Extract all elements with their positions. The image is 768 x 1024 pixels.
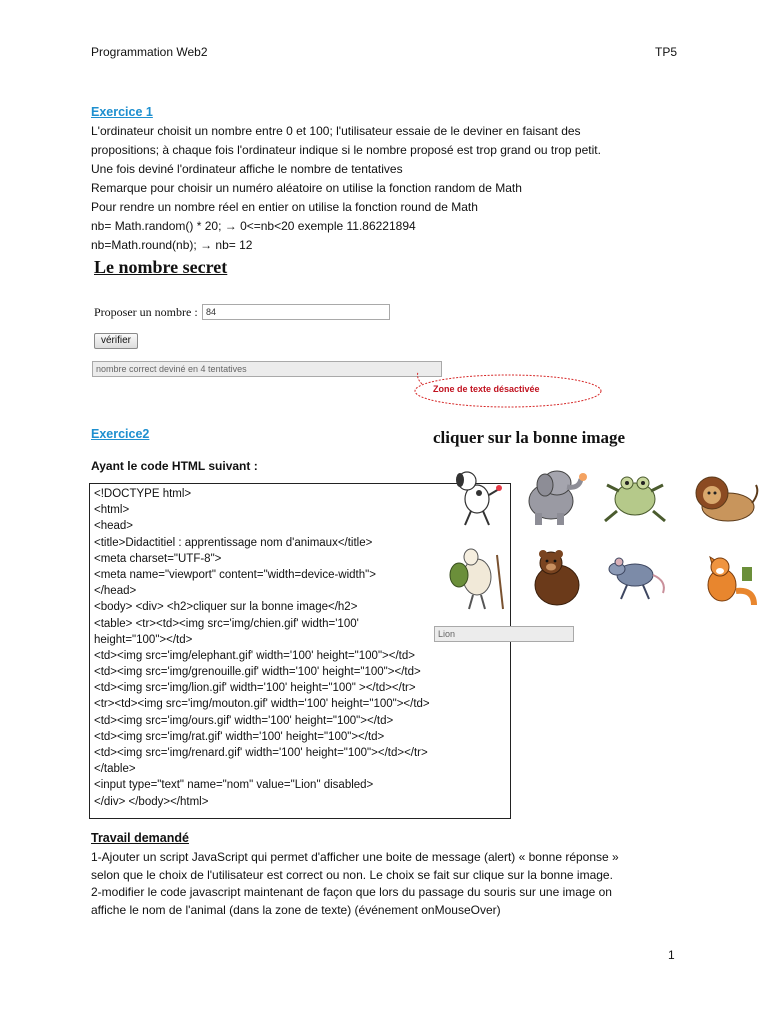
code-line: <meta charset="UTF-8">	[94, 552, 222, 565]
fox-image[interactable]	[684, 545, 762, 613]
code-box	[89, 483, 511, 819]
code-line: <!DOCTYPE html>	[94, 488, 192, 500]
exercice1-line: nb= Math.random() * 20; → 0<=nb<20 exemple 11.86221894	[91, 219, 416, 233]
exercice2-title: Exercice2	[91, 427, 150, 441]
code-line: <input type="text" name="nom" value="Lion" disabled>	[94, 779, 374, 792]
exercice1-line: Pour rendre un nombre réel en entier on utilise la fonction round de Math	[91, 200, 478, 214]
code-line: <td><img src='img/grenouille.gif' width='100' height="100"></td>	[94, 666, 421, 679]
exercice2-intro: Ayant le code HTML suivant :	[91, 459, 258, 473]
frog-image[interactable]	[597, 463, 675, 531]
lion-image[interactable]	[684, 463, 762, 531]
demo1-prompt-label: Proposer un nombre :	[94, 305, 198, 319]
code-line: </head>	[94, 585, 137, 598]
travail-line: 1-Ajouter un script JavaScript qui permet d'afficher une boite de message (alert) « bonne réponse »	[91, 850, 619, 864]
code-line: <body> <div> <h2>cliquer sur la bonne image</h2>	[94, 601, 358, 614]
demo2-title: cliquer sur la bonne image	[433, 428, 626, 447]
travail-text	[91, 849, 619, 919]
demo1-title: Le nombre secret	[94, 257, 228, 277]
code-line: <tr><td><img src='img/mouton.gif' width='100' height="100"></td>	[94, 698, 430, 711]
code-line: <table> <tr><td><img src='img/chien.gif' width='100'	[94, 617, 359, 630]
travail-title: Travail demandé	[91, 831, 189, 845]
code-line: height="100"></td>	[94, 633, 193, 646]
bear-image[interactable]	[517, 545, 595, 613]
code-line: <meta name="viewport" content="width=device-width">	[94, 568, 376, 581]
elephant-image[interactable]	[517, 463, 595, 531]
code-line: </div> </body></html>	[94, 795, 209, 808]
travail-line: affiche le nom de l'animal (dans la zone de texte) (événement onMouseOver)	[91, 902, 501, 917]
code-line: <td><img src='img/elephant.gif' width='100' height="100"></td>	[94, 649, 415, 662]
demo1-result-field: nombre correct deviné en 4 tentatives	[92, 361, 442, 377]
exercice1-line: nb=Math.round(nb); → nb= 12	[91, 238, 253, 252]
verify-button[interactable]: vérifier	[94, 333, 138, 349]
animal-name-field: Lion	[434, 626, 574, 642]
code-line: <title>Didactitiel : apprentissage nom d'animaux</title>	[94, 536, 373, 549]
code-line: <td><img src='img/lion.gif' width='100' height="100" ></td></tr>	[94, 682, 416, 695]
code-line: <td><img src='img/renard.gif' width='100' height="100"></td></tr>	[94, 747, 428, 759]
exercice1-line: Remarque pour choisir un numéro aléatoire on utilise la fonction random de Math	[91, 181, 522, 195]
code-line: </table>	[94, 763, 136, 776]
exercice1-title: Exercice 1	[91, 105, 153, 119]
exercice1-line: propositions; à chaque fois l'ordinateur indique si le nombre proposé est trop grand ou trop petit.	[91, 143, 601, 157]
sheep-image[interactable]	[437, 545, 515, 613]
code-line: <html>	[94, 504, 130, 517]
code-line: <td><img src='img/ours.gif' width='100' height="100"></td>	[94, 714, 394, 727]
exercice1-text	[91, 122, 601, 255]
page-number: 1	[668, 948, 675, 962]
code-line: <td><img src='img/rat.gif' width='100' height="100"></td>	[94, 730, 385, 743]
header-title: Programmation Web2	[91, 45, 208, 59]
travail-line: selon que le choix de l'utilisateur est correct ou non. Le choix se fait sur clique sur la bonne image.	[91, 867, 613, 882]
travail-line: 2-modifier le code javascript maintenant de façon que lors du passage du souris sur une image on	[91, 885, 612, 899]
callout-text: Zone de texte désactivée	[433, 384, 540, 394]
code-line: <head>	[94, 520, 134, 533]
demo1-number-input[interactable]: 84	[202, 304, 390, 320]
header-tp: TP5	[655, 45, 678, 59]
rat-image[interactable]	[597, 545, 675, 613]
dog-image[interactable]	[437, 463, 515, 531]
exercice1-line: Une fois deviné l'ordinateur affiche le nombre de tentatives	[91, 162, 403, 176]
exercice1-line: L'ordinateur choisit un nombre entre 0 et 100; l'utilisateur essaie de le deviner en faisant des	[91, 124, 581, 138]
